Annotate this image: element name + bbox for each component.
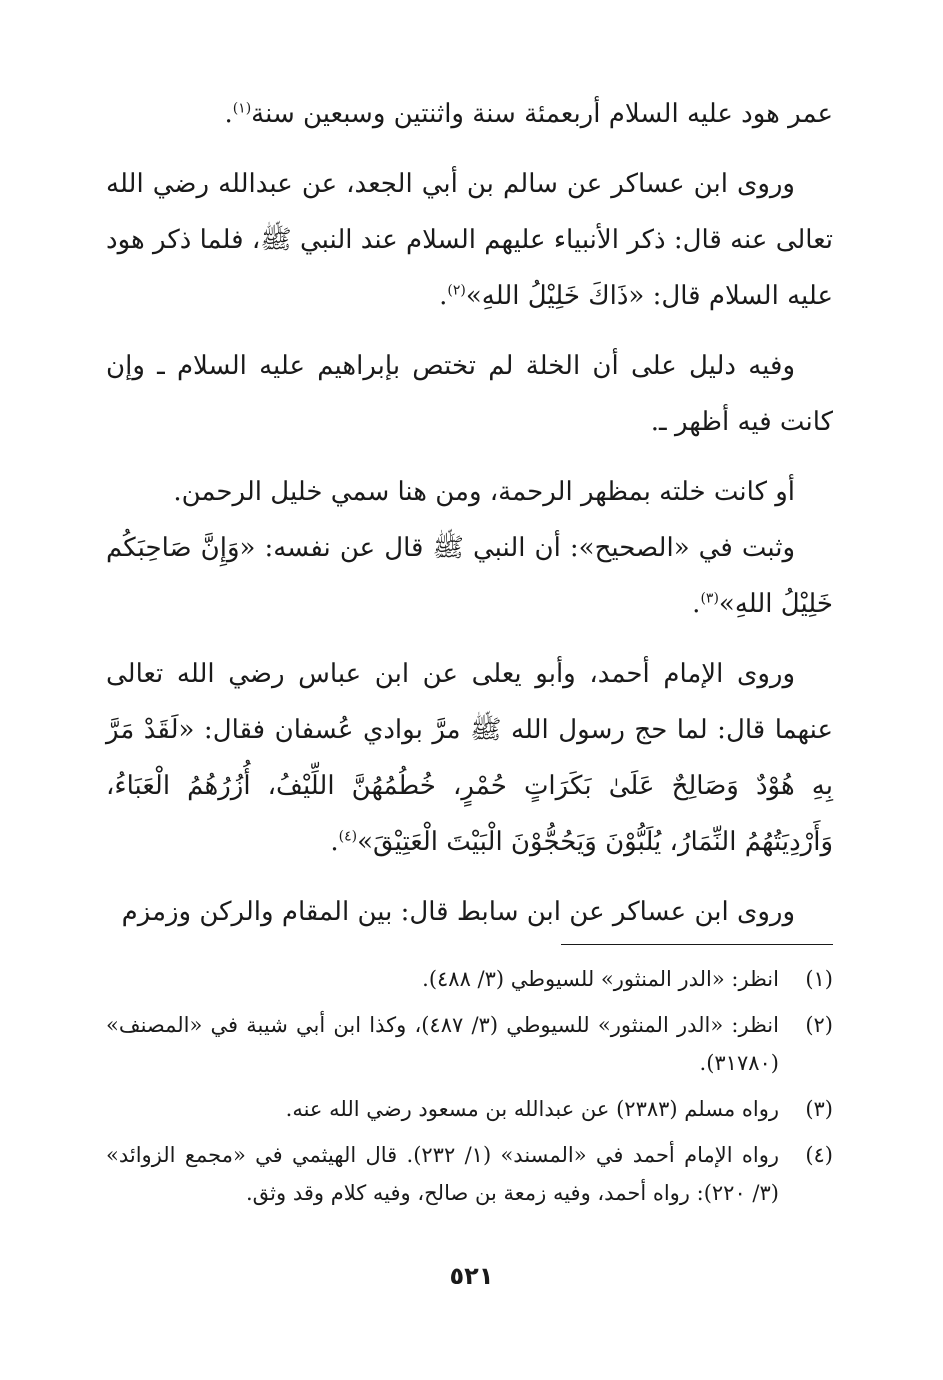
- paragraph-1: عمر هود عليه السلام أربعمئة سنة واثنتين وسبعين سنة$^{(١)}$.: [224, 99, 833, 129]
- paragraph-2: وروى ابن عساكر عن سالم بن أبي الجعد، عن عبدالله رضي الله تعالى عنه قال: ذكر الأنبياء عليهم السلام عند النبي ﷺ، فلما ذكر هود عليه السلام قال: «ذَاكَ خَلِيْلُ اللهِ»$^{(٢)}$.: [106, 169, 833, 311]
- footnote-text: رواه الإمام أحمد في «المسند» (١/ ٢٣٢). قال الهيثمي في «مجمع الزوائد» (٣/ ٢٢٠): رواه أحمد، وفيه زمعة بن صالح، وفيه كلام وقد وثق.: [106, 1143, 779, 1205]
- footnote-2: [106, 1006, 833, 1082]
- main-text: [106, 86, 833, 940]
- footnote-number: (٤): [805, 1143, 833, 1167]
- footnote-number: (١): [805, 967, 833, 991]
- paragraph-3: وفيه دليل على أن الخلة لم تختص بإبراهيم عليه السلام ـ وإن كانت فيه أظهر ـ.: [106, 351, 833, 437]
- footnotes: [106, 960, 833, 1220]
- footnote-1: [106, 960, 833, 998]
- footnote-ref-1[interactable]: (١): [232, 100, 252, 117]
- footnote-number: (٣): [805, 1097, 833, 1121]
- paragraph-7: وروى ابن عساكر عن ابن سابط قال: بين المقام والركن وزمزم: [121, 897, 795, 927]
- paragraph-5: وثبت في «الصحيح»: أن النبي ﷺ قال عن نفسه: «وَإِنَّ صَاحِبَكُم خَلِيْلُ اللهِ»$^{(٣)}$.: [106, 533, 833, 619]
- page-number: ٥٢١: [449, 1262, 494, 1290]
- footnote-text: انظر: «الدر المنثور» للسيوطي (٣/ ٤٨٨).: [422, 967, 779, 991]
- footnote-3: [106, 1090, 833, 1128]
- paragraph-6: وروى الإمام أحمد، وأبو يعلى عن ابن عباس رضي الله تعالى عنهما قال: لما حج رسول الله ﷺ مرَّ بوادي عُسفان فقال: «لَقَدْ مَرَّ بِهِ هُوْدٌ وَصَالِحٌ عَلَىٰ بَكَرَاتٍ حُمْرٍ، خُطُمُهُنَّ اللِّيْفُ، أُزُرُهُمُ الْعَبَاءُ، وَأَرْدِيَتُهُمُ النِّمَارُ، يُلَبُّوْنَ وَيَحُجُّوْنَ الْبَيْتَ الْعَتِيْقَ»$^{(٤)}$.: [106, 659, 833, 857]
- footnote-text: انظر: «الدر المنثور» للسيوطي (٣/ ٤٨٧)، وكذا ابن أبي شيبة في «المصنف» (٣١٧٨٠).: [106, 1013, 779, 1075]
- footnote-ref-4[interactable]: (٤): [338, 828, 358, 845]
- footnote-divider: [561, 944, 833, 945]
- footnote-number: (٢): [805, 1013, 833, 1037]
- footnote-ref-2[interactable]: (٢): [447, 282, 466, 299]
- footnote-4: [106, 1136, 833, 1212]
- footnote-text: رواه مسلم (٢٣٨٣) عن عبدالله بن مسعود رضي الله عنه.: [285, 1097, 779, 1121]
- footnote-ref-3[interactable]: (٣): [700, 590, 719, 607]
- paragraph-4: أو كانت خلته بمظهر الرحمة، ومن هنا سمي خليل الرحمن.: [173, 477, 795, 507]
